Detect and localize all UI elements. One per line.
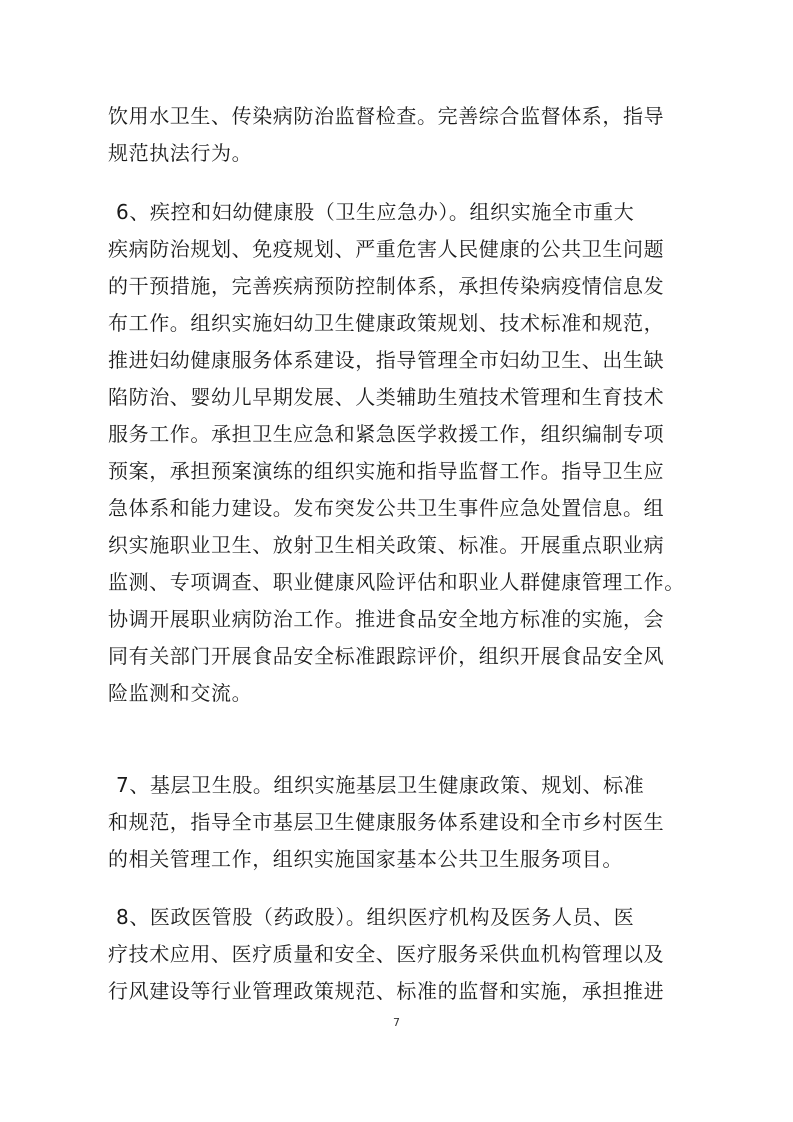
text-line: 疗技术应用、医疗质量和安全、医疗服务采供血机构管理以及 [108, 942, 665, 966]
text-line: 协调开展职业病防治工作。推进食品安全地方标准的实施，会 [108, 607, 665, 631]
page-number: 7 [393, 1016, 400, 1029]
text-line: 急体系和能力建设。发布突发公共卫生事件应急处置信息。组 [108, 496, 665, 520]
text-line: 布工作。组织实施妇幼卫生健康政策规划、技术标准和规范， [108, 311, 665, 335]
text-line: 行风建设等行业管理政策规范、标准的监督和实施，承担推进 [108, 979, 665, 1003]
text-line: 饮用水卫生、传染病防治监督检查。完善综合监督体系，指导 [108, 104, 665, 128]
text-line: 规范执法行为。 [108, 141, 253, 165]
paragraph-medical-administration-section [108, 899, 688, 1010]
text-line: 7、基层卫生股。组织实施基层卫生健康政策、规划、标准 [116, 773, 645, 797]
text-line: 6、疾控和妇幼健康股（卫生应急办）。组织实施全市重大 [116, 200, 635, 224]
text-line: 织实施职业卫生、放射卫生相关政策、标准。开展重点职业病 [108, 533, 665, 557]
text-line: 的相关管理工作，组织实施国家基本公共卫生服务项目。 [108, 847, 623, 871]
text-line: 监测、专项调查、职业健康风险评估和职业人群健康管理工作。 [108, 570, 685, 594]
text-line: 疾病防治规划、免疫规划、严重危害人民健康的公共卫生问题 [108, 237, 665, 261]
text-line: 8、医政医管股（药政股）。组织医疗机构及医务人员、医 [116, 905, 635, 929]
text-line: 推进妇幼健康服务体系建设，指导管理全市妇幼卫生、出生缺 [108, 348, 665, 372]
text-line: 预案，承担预案演练的组织实施和指导监督工作。指导卫生应 [108, 459, 665, 483]
text-line: 陷防治、婴幼儿早期发展、人类辅助生殖技术管理和生育技术 [108, 385, 665, 409]
text-line: 险监测和交流。 [108, 681, 253, 705]
text-line: 的干预措施，完善疾病预防控制体系，承担传染病疫情信息发 [108, 274, 665, 298]
text-line: 服务工作。承担卫生应急和紧急医学救援工作，组织编制专项 [108, 422, 665, 446]
text-line: 和规范，指导全市基层卫生健康服务体系建设和全市乡村医生 [108, 810, 665, 834]
paragraph-primary-health-section [108, 767, 688, 878]
paragraph-disease-control-section [108, 194, 688, 712]
text-line: 同有关部门开展食品安全标准跟踪评价，组织开展食品安全风 [108, 644, 665, 668]
paragraph-supervision-continued [108, 98, 688, 172]
